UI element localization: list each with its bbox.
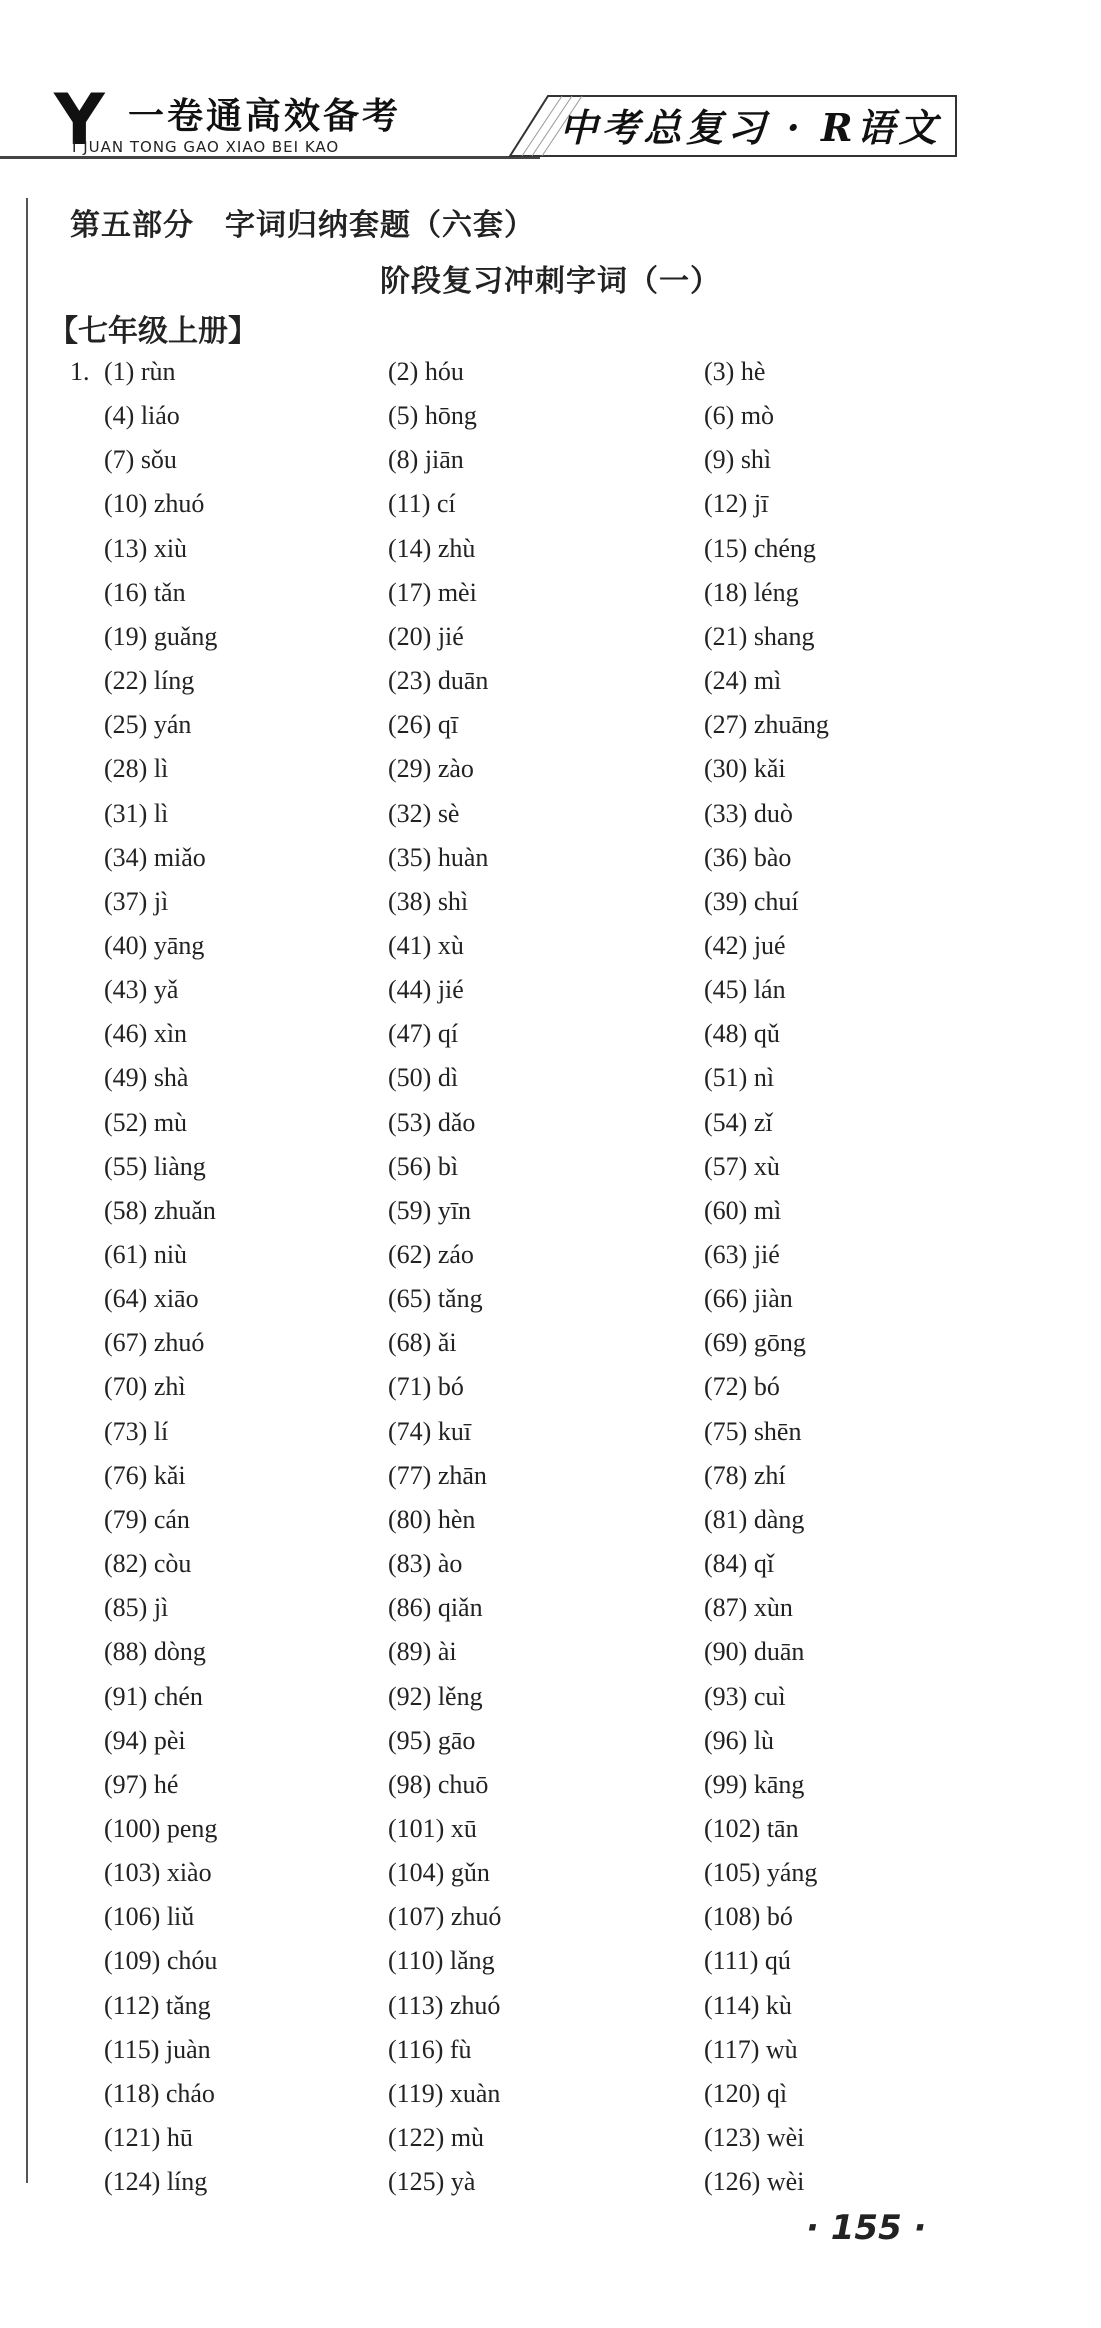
answer-item: (51) nì bbox=[704, 1063, 775, 1092]
answer-item: (96) lù bbox=[704, 1726, 775, 1755]
brand-pinyin: I JUAN TONG GAO XIAO BEI KAO bbox=[72, 138, 340, 156]
logo-letter: Y bbox=[54, 86, 105, 152]
answer-item: (17) mèi bbox=[388, 578, 477, 607]
answer-item: (61) niù bbox=[104, 1240, 188, 1269]
header-rule bbox=[0, 156, 540, 159]
answer-item: (94) pèi bbox=[104, 1726, 186, 1755]
section-title: 第五部分 字词归纳套题（六套） bbox=[70, 208, 535, 243]
book-title: 中考总复习 · R语文 bbox=[559, 105, 941, 150]
question-number: 1. bbox=[70, 357, 90, 386]
answer-item: (40) yāng bbox=[104, 931, 205, 960]
answer-item: (70) zhì bbox=[104, 1372, 186, 1401]
answer-item: (67) zhuó bbox=[104, 1328, 205, 1357]
answer-item: (48) qǔ bbox=[704, 1019, 780, 1048]
answer-item: (56) bì bbox=[388, 1152, 459, 1181]
answer-item: (105) yáng bbox=[704, 1858, 818, 1887]
answer-item: (84) qǐ bbox=[704, 1549, 775, 1578]
answer-item: (63) jié bbox=[704, 1240, 780, 1269]
answer-item: (120) qì bbox=[704, 2079, 788, 2108]
answer-item: (47) qí bbox=[388, 1019, 459, 1048]
answer-item: (72) bó bbox=[704, 1372, 780, 1401]
answer-item: (66) jiàn bbox=[704, 1284, 793, 1313]
answer-item: (121) hū bbox=[104, 2123, 193, 2152]
answer-item: (83) ào bbox=[388, 1549, 463, 1578]
answer-item: (13) xiù bbox=[104, 534, 188, 563]
answer-item: (55) liàng bbox=[104, 1152, 206, 1181]
answer-item: (54) zǐ bbox=[704, 1108, 773, 1137]
answer-item: (73) lí bbox=[104, 1417, 169, 1446]
answer-item: (44) jié bbox=[388, 975, 464, 1004]
answer-item: (104) gǔn bbox=[388, 1858, 490, 1887]
answer-item: (93) cuì bbox=[704, 1682, 786, 1711]
answer-item: (31) lì bbox=[104, 799, 169, 828]
answer-item: (126) wèi bbox=[704, 2167, 805, 2196]
answer-item: (116) fù bbox=[388, 2035, 472, 2064]
answer-item: (6) mò bbox=[704, 401, 775, 430]
answer-item: (16) tǎn bbox=[104, 578, 186, 607]
answer-item: (103) xiào bbox=[104, 1858, 212, 1887]
answer-item: (112) tǎng bbox=[104, 1991, 211, 2020]
answer-item: (14) zhù bbox=[388, 534, 476, 563]
answer-item: (9) shì bbox=[704, 445, 772, 474]
answer-item: (90) duān bbox=[704, 1637, 805, 1666]
answer-item: (89) ài bbox=[388, 1637, 457, 1666]
answer-item: (41) xù bbox=[388, 931, 464, 960]
answer-item: (28) lì bbox=[104, 754, 169, 783]
answer-item: (26) qī bbox=[388, 710, 459, 739]
answer-item: (81) dàng bbox=[704, 1505, 805, 1534]
answer-item: (52) mù bbox=[104, 1108, 188, 1137]
answer-item: (107) zhuó bbox=[388, 1902, 502, 1931]
answer-item: (102) tān bbox=[704, 1814, 799, 1843]
answer-item: (92) lěng bbox=[388, 1682, 483, 1711]
answer-item: (77) zhān bbox=[388, 1461, 487, 1490]
answer-item: (24) mì bbox=[704, 666, 782, 695]
answer-item: (32) sè bbox=[388, 799, 460, 828]
answer-item: (87) xùn bbox=[704, 1593, 793, 1622]
answer-item: (3) hè bbox=[704, 357, 766, 386]
answer-item: (62) záo bbox=[388, 1240, 474, 1269]
answer-item: (110) lǎng bbox=[388, 1946, 495, 1975]
answer-item: (114) kù bbox=[704, 1991, 792, 2020]
answer-item: (2) hóu bbox=[388, 357, 464, 386]
answer-item: (123) wèi bbox=[704, 2123, 805, 2152]
answer-item: (68) ǎi bbox=[388, 1328, 457, 1357]
answer-item: (20) jié bbox=[388, 622, 464, 651]
answer-item: (18) léng bbox=[704, 578, 799, 607]
answer-item: (42) jué bbox=[704, 931, 786, 960]
answer-item: (37) jì bbox=[104, 887, 169, 916]
answer-item: (109) chóu bbox=[104, 1946, 218, 1975]
answer-item: (5) hōng bbox=[388, 401, 477, 430]
answer-item: (78) zhí bbox=[704, 1461, 786, 1490]
answer-item: (53) dǎo bbox=[388, 1108, 476, 1137]
brand-name: 一卷通高效备考 bbox=[128, 96, 402, 137]
answer-item: (19) guǎng bbox=[104, 622, 218, 651]
answer-item: (75) shēn bbox=[704, 1417, 802, 1446]
answer-item: (97) hé bbox=[104, 1770, 179, 1799]
answer-item: (25) yán bbox=[104, 710, 192, 739]
answer-item: (45) lán bbox=[704, 975, 786, 1004]
answer-item: (113) zhuó bbox=[388, 1991, 501, 2020]
answer-item: (34) miǎo bbox=[104, 843, 206, 872]
answer-item: (60) mì bbox=[704, 1196, 782, 1225]
sub-title: 阶段复习冲刺字词（一） bbox=[380, 264, 721, 299]
answer-item: (38) shì bbox=[388, 887, 469, 916]
answer-item: (125) yà bbox=[388, 2167, 476, 2196]
answer-item: (117) wù bbox=[704, 2035, 798, 2064]
answer-item: (74) kuī bbox=[388, 1417, 472, 1446]
answer-item: (64) xiāo bbox=[104, 1284, 199, 1313]
answer-item: (27) zhuāng bbox=[704, 710, 829, 739]
answer-item: (71) bó bbox=[388, 1372, 464, 1401]
answer-item: (85) jì bbox=[104, 1593, 169, 1622]
answer-item: (115) juàn bbox=[104, 2035, 211, 2064]
page-number: · 155 · bbox=[806, 2208, 927, 2248]
answer-item: (99) kāng bbox=[704, 1770, 805, 1799]
answer-item: (88) dòng bbox=[104, 1637, 206, 1666]
answer-item: (108) bó bbox=[704, 1902, 793, 1931]
answer-item: (95) gāo bbox=[388, 1726, 476, 1755]
answer-item: (58) zhuǎn bbox=[104, 1196, 216, 1225]
answer-item: (59) yīn bbox=[388, 1196, 472, 1225]
answer-item: (100) peng bbox=[104, 1814, 218, 1843]
answer-item: (124) líng bbox=[104, 2167, 208, 2196]
answer-item: (118) cháo bbox=[104, 2079, 215, 2108]
answer-item: (98) chuō bbox=[388, 1770, 489, 1799]
answer-item: (36) bào bbox=[704, 843, 792, 872]
answer-item: (111) qú bbox=[704, 1946, 791, 1975]
answer-item: (91) chén bbox=[104, 1682, 203, 1711]
answer-item: (65) tǎng bbox=[388, 1284, 483, 1313]
answer-item: (21) shang bbox=[704, 622, 815, 651]
answer-item: (119) xuàn bbox=[388, 2079, 501, 2108]
answer-item: (122) mù bbox=[388, 2123, 485, 2152]
answer-item: (4) liáo bbox=[104, 401, 180, 430]
answer-item: (15) chéng bbox=[704, 534, 816, 563]
answer-item: (46) xìn bbox=[104, 1019, 188, 1048]
answer-item: (82) còu bbox=[104, 1549, 192, 1578]
answer-item: (69) gōng bbox=[704, 1328, 806, 1357]
answer-item: (1) rùn bbox=[104, 357, 176, 386]
answer-item: (12) jī bbox=[704, 489, 769, 518]
answer-item: (79) cán bbox=[104, 1505, 190, 1534]
answer-item: (23) duān bbox=[388, 666, 489, 695]
answer-item: (50) dì bbox=[388, 1063, 459, 1092]
answer-item: (106) liǔ bbox=[104, 1902, 195, 1931]
answer-item: (33) duò bbox=[704, 799, 793, 828]
answer-item: (35) huàn bbox=[388, 843, 489, 872]
answer-item: (76) kǎi bbox=[104, 1461, 186, 1490]
answer-item: (11) cí bbox=[388, 489, 456, 518]
answer-item: (101) xū bbox=[388, 1814, 477, 1843]
answer-item: (86) qiǎn bbox=[388, 1593, 483, 1622]
answer-item: (7) sǒu bbox=[104, 445, 177, 474]
answer-item: (10) zhuó bbox=[104, 489, 205, 518]
answer-item: (43) yǎ bbox=[104, 975, 179, 1004]
answer-item: (8) jiān bbox=[388, 445, 464, 474]
answer-item: (29) zào bbox=[388, 754, 474, 783]
answer-item: (39) chuí bbox=[704, 887, 799, 916]
answer-item: (49) shà bbox=[104, 1063, 189, 1092]
grade-heading: 【七年级上册】 bbox=[48, 314, 258, 349]
answer-item: (30) kǎi bbox=[704, 754, 786, 783]
margin-rule bbox=[26, 198, 28, 2183]
answer-item: (22) líng bbox=[104, 666, 195, 695]
answer-item: (80) hèn bbox=[388, 1505, 476, 1534]
answer-item: (57) xù bbox=[704, 1152, 780, 1181]
